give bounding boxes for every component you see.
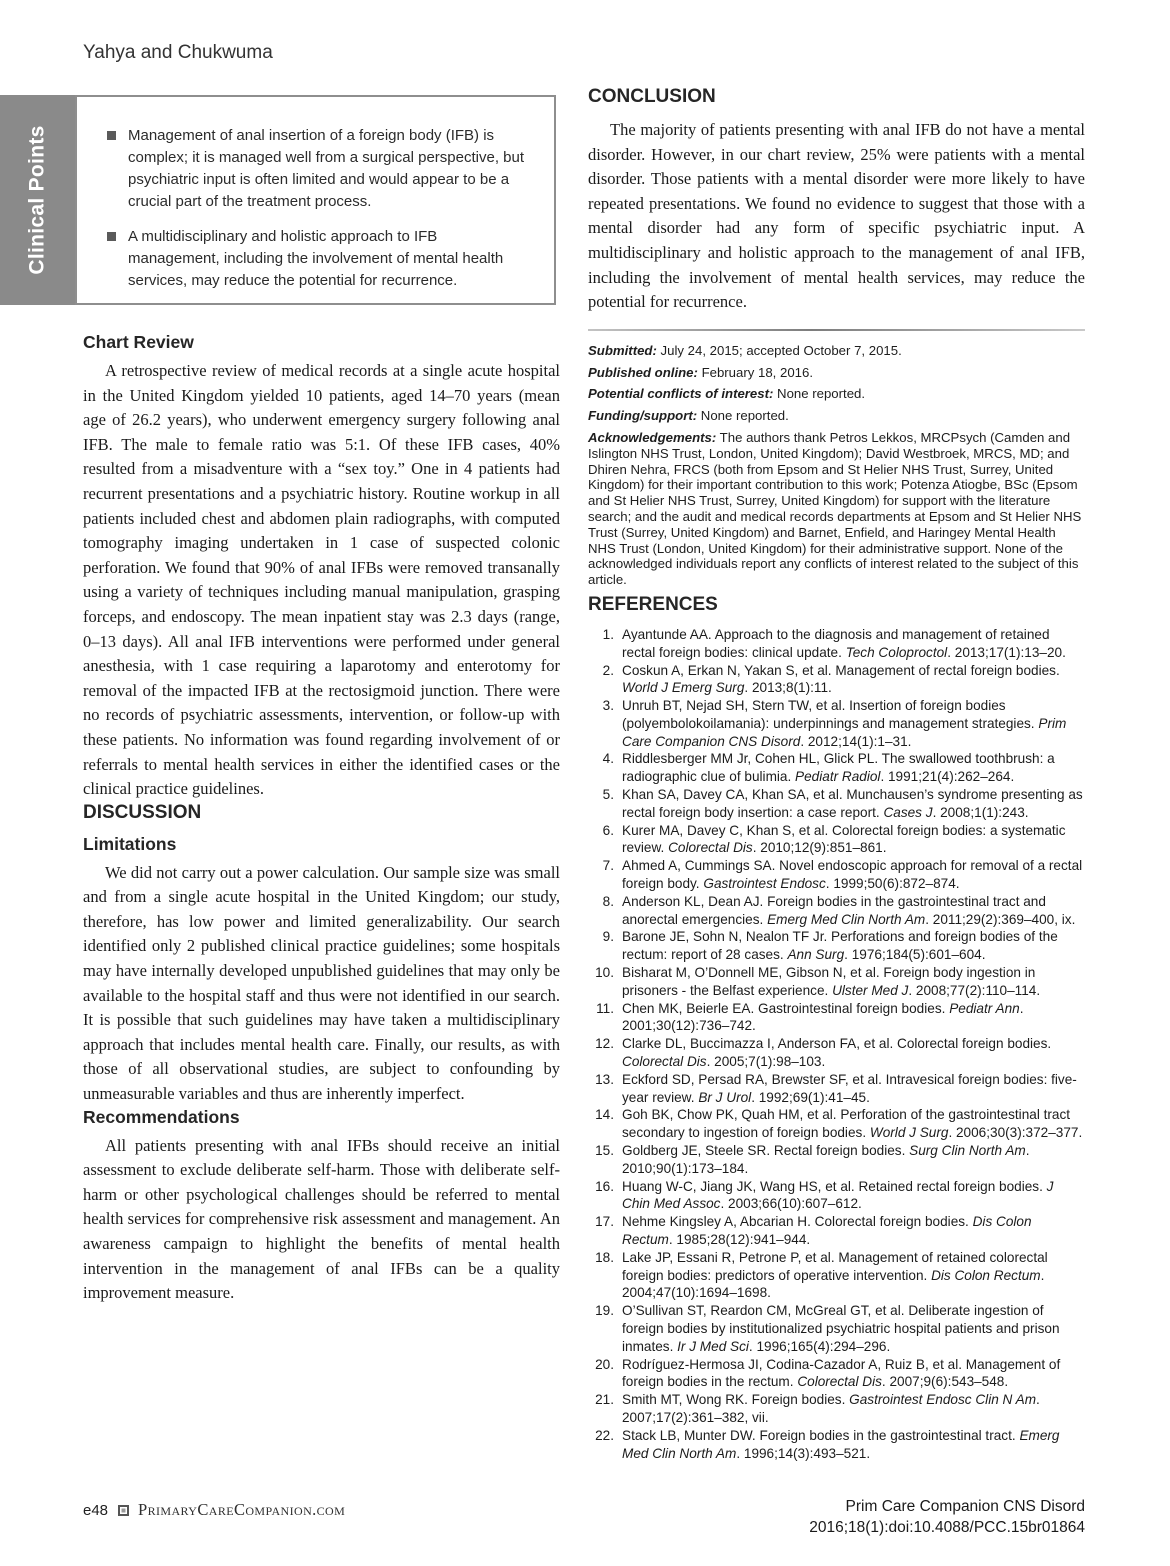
reference-item <box>588 1213 1085 1249</box>
clinical-point-text: Management of anal insertion of a foreign body (IFB) is complex; it is managed well from a surgical perspective, but psychiatric input is often limited and would appear to be a crucial part of the treatment process. <box>128 127 525 210</box>
footer-journal-citation <box>809 1496 1085 1538</box>
reference-number: 15. <box>595 1143 614 1159</box>
reference-item <box>588 662 1085 698</box>
reference-text: Rodríguez-Hermosa JI, Codina-Cazador A, Ruiz B, et al. Management of foreign bodies in the rectum. Colorectal Dis. 2007;9(6):543–548. <box>622 1356 1061 1390</box>
limitations-heading: Limitations <box>83 833 177 854</box>
reference-number: 17. <box>595 1214 614 1230</box>
reference-item <box>588 928 1085 964</box>
reference-number: 14. <box>595 1107 614 1123</box>
reference-text: Unruh BT, Nejad SH, Stern TW, et al. Insertion of foreign bodies (polyembolokoilamania): underpinnings and management strategies. Prim Care Companion CNS Disord. 2012;14(1):1–31. <box>622 698 1067 749</box>
meta-item: Funding/support: None reported. <box>588 408 789 424</box>
reference-item <box>588 1106 1085 1142</box>
reference-text: Nehme Kingsley A, Abcarian H. Colorectal foreign bodies. Dis Colon Rectum. 1985;28(12):941–944. <box>622 1214 1032 1247</box>
reference-text: Kurer MA, Davey C, Khan S, et al. Colorectal foreign bodies: a systematic review. Colorectal Dis. 2010;12(9):851–861. <box>622 822 1066 856</box>
reference-number: 7. <box>602 858 614 874</box>
reference-number: 1. <box>602 626 614 642</box>
reference-number: 12. <box>595 1036 614 1052</box>
reference-text: Khan SA, Davey CA, Khan SA, et al. Munchausen’s syndrome presenting as rectal foreign body insertion: a case report. Cases J. 2008;1(1):243. <box>622 787 1083 820</box>
reference-text: Ahmed A, Cummings SA. Novel endoscopic approach for removal of a rectal foreign body. Gastrointest Endosc. 1999;50(6):872–874. <box>622 858 1083 892</box>
running-head: Yahya and Chukwuma <box>83 42 273 63</box>
reference-item <box>588 822 1085 858</box>
meta-item: Acknowledgements: The authors thank Petros Lekkos, MRCPsych (Camden and Islington NHS Trust, London, United Kingdom); David Westbroek, MRCS, MD; and Dhiren Nehra, FRCS (both from Epsom and St Helier NHS Trust, Surrey, United Kingdom) for their important contribution to this work; Potenza Atiogbe, BSc (Epsom and St Helier NHS Trust, Surrey, United Kingdom) for support with the literature search; and the audit and medical records departments at Epsom and St Helier NHS Trust (Surrey, United Kingdom) and Barnet, Enfield, and Haringey Mental Health NHS Trust (London, United Kingdom) for their administrative support. None of the acknowledged individuals report any conflicts of interest related to the subject of this article. <box>588 429 1082 588</box>
footer-journal-name: Prim Care Companion CNS Disord <box>845 1498 1085 1515</box>
reference-item <box>588 1249 1085 1302</box>
reference-text: Eckford SD, Persad RA, Brewster SF, et al. Intravesical foreign bodies: five-year review. Br J Urol. 1992;69(1):41–45. <box>622 1071 1077 1105</box>
reference-number: 6. <box>602 822 614 838</box>
limitations-paragraph: We did not carry out a power calculation. Our sample size was small and from a single acute hospital in the United Kingdom; our study, therefore, has low power and limited generalizability. Our search identified only 2 published clinical practice guidelines; some hospitals may have internally developed unpublished guidelines that may only be available to the hospital staff and thus were not identified in our search. It is possible that such guidelines may have taken a multidisciplinary approach that includes mental health care. Finally, our results, as with those of all observational studies, are subject to confounding by unmeasurable variables and thus are inherently imperfect. <box>83 862 560 1104</box>
reference-item <box>588 1035 1085 1071</box>
reference-text: Smith MT, Wong RK. Foreign bodies. Gastrointest Endosc Clin N Am. 2007;17(2):361–382, vii. <box>622 1392 1040 1425</box>
footer-left <box>83 1500 345 1520</box>
reference-number: 16. <box>595 1178 614 1194</box>
left-column <box>83 332 560 1306</box>
clinical-points-tab-label: Clinical Points <box>25 125 49 275</box>
footer-site-name: PrimaryCareCompanion.com <box>138 1500 346 1519</box>
reference-text: Chen MK, Beierle EA. Gastrointestinal foreign bodies. Pediatr Ann. 2001;30(12):736–742. <box>622 1000 1024 1034</box>
reference-text: Lake JP, Essani R, Petrone P, et al. Management of retained colorectal foreign bodies: predictors of operative intervention. Dis Colon Rectum. 2004;47(10):1694–1698. <box>622 1249 1048 1301</box>
reference-item <box>588 1142 1085 1178</box>
reference-item <box>588 697 1085 750</box>
clinical-points-tab <box>0 95 75 305</box>
reference-text: Goh BK, Chow PK, Quah HM, et al. Perforation of the gastrointestinal tract secondary to ingestion of foreign bodies. World J Surg. 2006;30(3):372–377. <box>622 1107 1083 1141</box>
reference-list <box>588 626 1085 1462</box>
meta-item: Potential conflicts of interest: None reported. <box>588 386 866 402</box>
meta-label: Published online: <box>588 364 698 380</box>
reference-number: 8. <box>602 893 614 909</box>
reference-number: 21. <box>595 1392 614 1408</box>
meta-label: Acknowledgements: <box>588 429 717 445</box>
conclusion-paragraph: The majority of patients presenting with anal IFB do not have a mental disorder. However, in our chart review, 25% were patients with a mental disorder. Those patients with a mental disorder were more likely to have repeated presentations. We found no evidence to suggest that those with a mental disorder had any form of specific psychiatric input. A multidisciplinary and holistic approach to the management of anal IFB, including the involvement of mental health services, may reduce the potential for recurrence. <box>588 120 1085 312</box>
footer-journal-doi: 2016;18(1):doi:10.4088/PCC.15br01864 <box>809 1519 1085 1536</box>
reference-text: Coskun A, Erkan N, Yakan S, et al. Management of rectal foreign bodies. World J Emerg Surg. 2013;8(1):11. <box>622 662 1060 696</box>
reference-text: Stack LB, Munter DW. Foreign bodies in the gastrointestinal tract. Emerg Med Clin North Am. 1996;14(3):493–521. <box>622 1427 1060 1461</box>
meta-label: Submitted: <box>588 342 657 358</box>
reference-item <box>588 893 1085 929</box>
meta-item: Submitted: July 24, 2015; accepted October 7, 2015. <box>588 342 902 358</box>
reference-text: Riddlesberger MM Jr, Cohen HL, Glick PL. The swallowed toothbrush: a radiographic clue of bulimia. Pediatr Radiol. 1991;21(4):262–264. <box>622 751 1055 785</box>
reference-text: Barone JE, Sohn N, Nealon TF Jr. Perforations and foreign bodies of the rectum: report of 28 cases. Ann Surg. 1976;184(5):601–604. <box>622 929 1058 963</box>
reference-number: 18. <box>595 1249 614 1265</box>
conclusion-heading: CONCLUSION <box>588 86 716 107</box>
reference-number: 10. <box>595 965 614 981</box>
reference-number: 13. <box>595 1071 614 1087</box>
reference-item <box>588 964 1085 1000</box>
clinical-points-panel <box>0 95 556 305</box>
reference-text: Goldberg JE, Steele SR. Rectal foreign bodies. Surg Clin North Am. 2010;90(1):173–184. <box>622 1143 1030 1176</box>
chart-review-paragraph: A retrospective review of medical records at a single acute hospital in the United Kingdom yielded 10 patients, aged 14–70 years (mean age of 26.2 years), who underwent emergency surgery following anal IFB. The male to female ratio was 5:1. Of these IFB cases, 40% resulted from a misadventure with a “sex toy.” One in 4 patients had recurrent presentations and a psychiatric history. Routine workup in all patients included chest and abdomen plain radiographs, with computed tomography imaging undertaken in 1 case of suspected colonic perforation. We found that 90% of anal IFBs were removed transanally using a variety of techniques including manual manipulation, grasping forceps, and endoscopy. The mean inpatient stay was 2.3 days (range, 0–13 days). All anal IFB interventions were performed under general anesthesia, with 1 case requiring a laparotomy and enterotomy for removal of the impacted IFB at the rectosigmoid junction. There were no records of psychiatric assessments, intervention, or follow-up with these patients. No information was found regarding involvement of or referrals to mental health services in either the identified cases or the clinical practice guidelines. <box>83 361 560 799</box>
reference-text: Huang W-C, Jiang JK, Wang HS, et al. Retained rectal foreign bodies. J Chin Med Assoc. 2003;66(10):607–612. <box>622 1178 1054 1212</box>
bullet-square-icon <box>107 232 116 241</box>
reference-item <box>588 1000 1085 1036</box>
reference-number: 19. <box>595 1303 614 1319</box>
reference-item <box>588 1427 1085 1463</box>
reference-text: Clarke DL, Buccimazza I, Anderson FA, et al. Colorectal foreign bodies. Colorectal Dis. 2005;7(1):98–103. <box>622 1036 1052 1070</box>
right-column <box>588 86 1085 1462</box>
reference-number: 22. <box>595 1427 614 1443</box>
reference-number: 20. <box>595 1356 614 1372</box>
chart-review-heading: Chart Review <box>83 332 194 352</box>
reference-item <box>588 857 1085 893</box>
reference-text: Anderson KL, Dean AJ. Foreign bodies in the gastrointestinal tract and anorectal emergencies. Emerg Med Clin North Am. 2011;29(2):369–400, ix. <box>622 893 1076 927</box>
clinical-points-list <box>107 125 528 292</box>
meta-label: Potential conflicts of interest: <box>588 386 774 402</box>
reference-number: 2. <box>602 662 614 678</box>
clinical-points-box <box>75 95 556 305</box>
reference-item <box>588 1391 1085 1427</box>
meta-item: Published online: February 18, 2016. <box>588 364 814 380</box>
reference-item <box>588 1356 1085 1392</box>
footer-page-number: e48 <box>83 1501 109 1519</box>
reference-item <box>588 786 1085 822</box>
meta-label: Funding/support: <box>588 408 698 424</box>
reference-item <box>588 1178 1085 1214</box>
discussion-heading: DISCUSSION <box>83 801 202 823</box>
reference-number: 11. <box>596 1000 614 1016</box>
reference-number: 4. <box>602 751 614 767</box>
reference-item <box>588 1071 1085 1107</box>
reference-text: Ayantunde AA. Approach to the diagnosis and management of retained rectal foreign bodies: clinical update. Tech Coloproctol. 2013;17(1):13–20. <box>622 626 1066 660</box>
reference-text: O’Sullivan ST, Reardon CM, McGreal GT, et al. Deliberate ingestion of foreign bodies by institutionalized psychiatric hospital patients and prison inmates. Ir J Med Sci. 1996;165(4):294–296. <box>622 1303 1060 1354</box>
reference-item <box>588 1302 1085 1355</box>
section-divider <box>588 329 1085 331</box>
reference-item <box>588 626 1085 662</box>
reference-item <box>588 750 1085 786</box>
recommendations-heading: Recommendations <box>83 1106 240 1127</box>
reference-number: 3. <box>602 698 614 714</box>
clinical-point-text: A multidisciplinary and holistic approach to IFB management, including the involvement of mental health services, may reduce the potential for recurrence. <box>128 228 504 289</box>
references-heading: REFERENCES <box>588 593 718 615</box>
bullet-square-icon <box>107 131 116 140</box>
reference-number: 5. <box>602 787 614 803</box>
clinical-point <box>107 226 528 292</box>
reference-number: 9. <box>602 929 614 945</box>
square-bullet-icon <box>118 1505 129 1516</box>
reference-text: Bisharat M, O’Donnell ME, Gibson N, et al. Foreign body ingestion in prisoners - the Belfast experience. Ulster Med J. 2008;77(2):110–114. <box>622 965 1041 998</box>
recommendations-paragraph: All patients presenting with anal IFBs should receive an initial assessment to exclude deliberate self-harm. Those with deliberate self-harm or other psychological challenges should be referred to mental health services for comprehensive risk assessment and management. An awareness campaign to highlight the benefits of mental health intervention in the management of anal IFBs can be a quality improvement measure. <box>83 1135 560 1303</box>
article-meta <box>588 343 1085 588</box>
clinical-point <box>107 125 528 213</box>
